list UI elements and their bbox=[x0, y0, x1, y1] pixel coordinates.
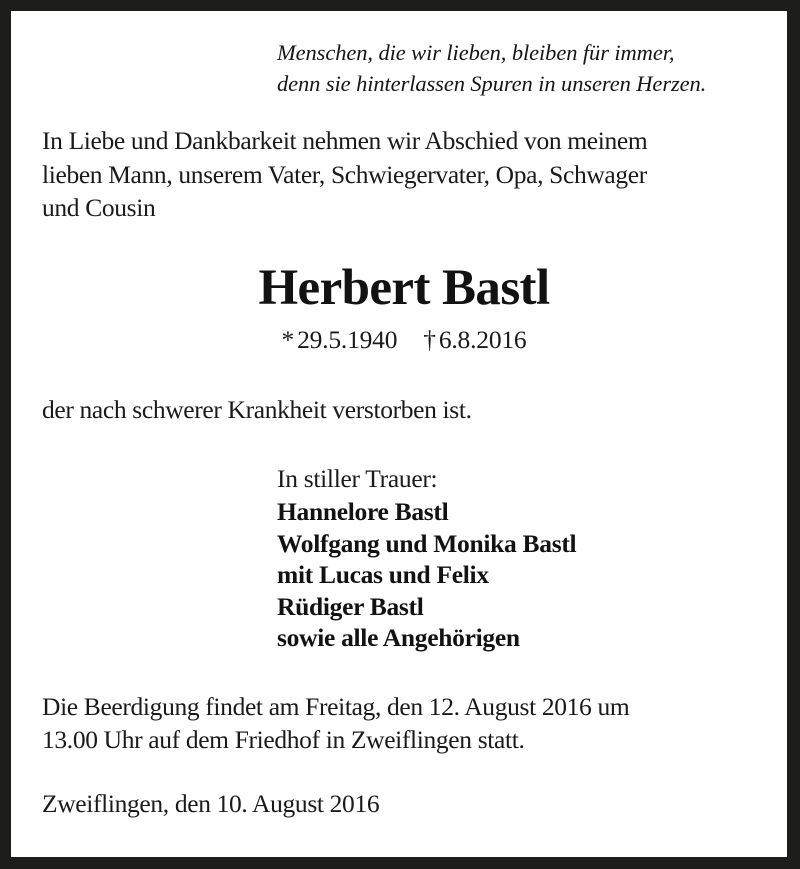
intro-line-1: In Liebe und Dankbarkeit nehmen wir Abschied von meinem bbox=[42, 126, 648, 155]
list-item: sowie alle Angehörigen bbox=[277, 623, 520, 652]
list-item: mit Lucas und Felix bbox=[277, 560, 489, 589]
deceased-name: Herbert Bastl bbox=[258, 259, 550, 316]
list-item: Hannelore Bastl bbox=[277, 497, 449, 526]
funeral-line-2: 13.00 Uhr auf dem Friedhof in Zweiflingen statt. bbox=[42, 725, 525, 754]
deceased-name-block bbox=[42, 225, 766, 355]
mourners-list bbox=[277, 496, 766, 654]
cause-paragraph bbox=[42, 355, 766, 427]
obituary-content bbox=[11, 11, 787, 857]
epigraph-line-2: denn sie hinterlassen Spuren in unseren Herzen. bbox=[277, 71, 707, 96]
birth-date: 29.5.1940 bbox=[297, 324, 398, 354]
life-dates bbox=[42, 317, 766, 355]
mourners-block bbox=[42, 426, 766, 654]
intro-line-3: und Cousin bbox=[42, 193, 156, 222]
dateline bbox=[42, 757, 766, 821]
mourners-heading: In stiller Trauer: bbox=[277, 464, 438, 493]
funeral-line-1: Die Beerdigung findet am Freitag, den 12. August 2016 um bbox=[42, 691, 630, 721]
intro-paragraph bbox=[42, 99, 766, 225]
list-item: Rüdiger Bastl bbox=[277, 591, 424, 621]
epigraph-line-1: Menschen, die wir lieben, bleiben für immer, bbox=[277, 40, 675, 65]
death-date: 6.8.2016 bbox=[438, 324, 527, 354]
epigraph bbox=[42, 11, 766, 99]
funeral-paragraph bbox=[42, 654, 766, 757]
death-cross-icon: † bbox=[423, 324, 436, 354]
obituary-card bbox=[11, 11, 787, 857]
cause-line-1: der nach schwerer Krankheit verstorben ist. bbox=[42, 394, 472, 424]
birth-star-icon: * bbox=[281, 324, 295, 354]
dateline-text: Zweiflingen, den 10. August 2016 bbox=[42, 788, 380, 818]
intro-line-2: lieben Mann, unserem Vater, Schwiegervater, Opa, Schwager bbox=[42, 159, 647, 189]
list-item: Wolfgang und Monika Bastl bbox=[277, 528, 577, 558]
